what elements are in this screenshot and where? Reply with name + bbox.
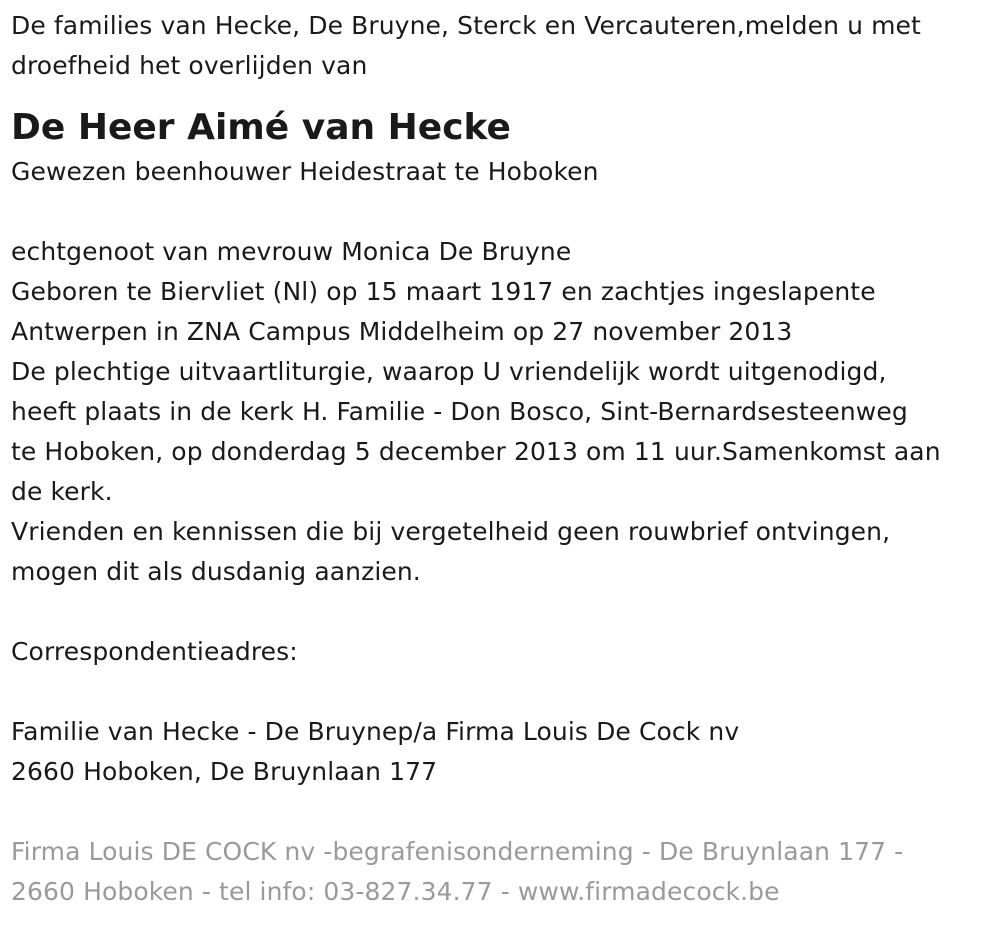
body-line: Geboren te Biervliet (Nl) op 15 maart 1917 en zachtjes ingeslapente [11,277,876,306]
body-line: De plechtige uitvaartliturgie, waarop U vriendelijk wordt uitgenodigd, [11,357,887,386]
spacer [11,592,1000,632]
intro-line-1: De families van Hecke, De Bruyne, Sterck en Vercauteren,melden u met [11,11,921,40]
body-line: de kerk. [11,477,113,506]
correspondence-line-1: Familie van Hecke - De Bruynep/a Firma Louis De Cock nv [11,717,740,746]
correspondence-label: Correspondentieadres: [11,637,298,666]
body-line: echtgenoot van mevrouw Monica De Bruyne [11,237,572,266]
body-line: heeft plaats in de kerk H. Familie - Don Bosco, Sint-Bernardsesteenweg [11,397,908,426]
spacer [11,792,1000,832]
spacer [11,192,1000,232]
correspondence-line-2: 2660 Hoboken, De Bruynlaan 177 [11,757,438,786]
intro-line-2: droefheid het overlijden van [11,51,368,80]
body-line: te Hoboken, op donderdag 5 december 2013 om 11 uur.Samenkomst aan [11,437,941,466]
body-line: Vrienden en kennissen die bij vergetelheid geen rouwbrief ontvingen, [11,517,891,546]
deceased-occupation: Gewezen beenhouwer Heidestraat te Hoboken [11,157,599,186]
body-line: mogen dit als dusdanig aanzien. [11,557,421,586]
spacer [11,672,1000,712]
deceased-name: De Heer Aimé van Hecke [11,107,511,148]
footer-line-1: Firma Louis DE COCK nv -begrafenisonderneming - De Bruynlaan 177 - [11,837,904,866]
body-line: Antwerpen in ZNA Campus Middelheim op 27 november 2013 [11,317,793,346]
footer-line-2: 2660 Hoboken - tel info: 03-827.34.77 - www.firmadecock.be [11,877,780,906]
